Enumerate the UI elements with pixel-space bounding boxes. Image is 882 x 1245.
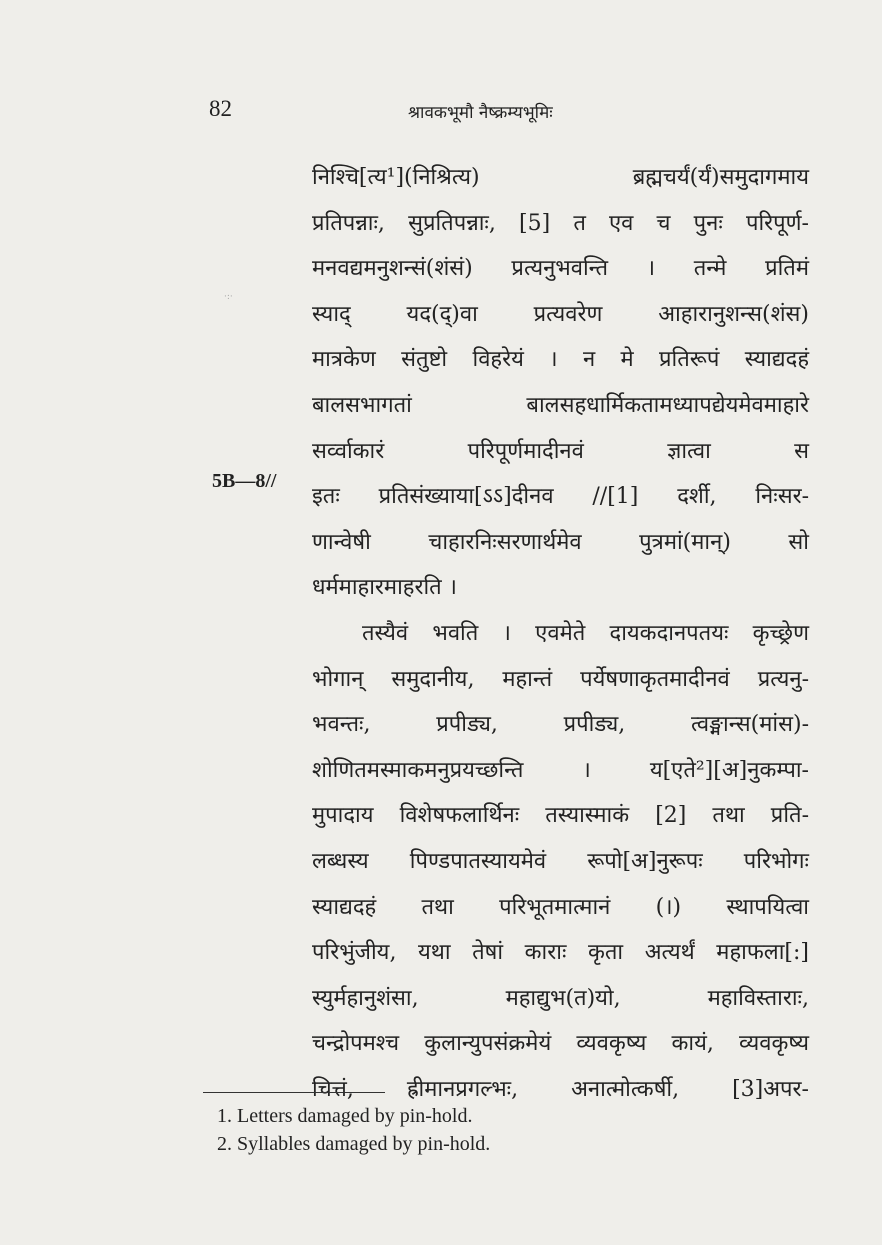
main-text: [312, 155, 809, 1112]
text-line: चित्तं, ह्रीमानप्रगल्भः, अनात्मोत्कर्षी, [3]अपर-: [312, 1076, 809, 1102]
footnote-divider: [203, 1092, 385, 1093]
text-line: णान्वेषी चाहारनिःसरणार्थमेव पुत्रमां(मान्) सो: [312, 529, 809, 555]
footnotes: [217, 1102, 490, 1158]
text-line: लब्धस्य पिण्डपातस्यायमेवं रूपो[अ]नुरूपः परिभोगः: [312, 848, 809, 874]
text-line: स्याद् यद(द्)वा प्रत्यवरेण आहारानुशन्स(शंस): [312, 301, 809, 327]
text-line: परिभुंजीय, यथा तेषां काराः कृता अत्यर्थं महाफला[:]: [312, 940, 809, 966]
text-line: स्युर्महानुशंसा, महाद्युभ(त)यो, महाविस्ताराः,: [312, 985, 809, 1011]
margin-reference: 5B—8//: [212, 470, 277, 492]
text-line: मात्रकेण संतुष्टो विहरेयं । न मे प्रतिरूपं स्याद्यदहं: [312, 347, 809, 373]
text-line: शोणितमस्माकमनुप्रयच्छन्ति । य[एते²][अ]नुकम्पा-: [312, 757, 809, 783]
text-line: तस्यैवं भवति । एवमेते दायकदानपतयः कृच्छ्रेण: [362, 620, 809, 646]
text-line: सर्व्वाकारं परिपूर्णमादीनवं ज्ञात्वा स: [312, 438, 809, 464]
running-head: श्रावकभूमौ नैष्क्रम्यभूमिः: [408, 103, 553, 123]
text-line: इतः प्रतिसंख्याया[ऽऽ]दीनव //[1] दर्शी, निःसर-: [312, 484, 809, 510]
footnote-item: 1. Letters damaged by pin-hold.: [217, 1105, 473, 1127]
text-line: मनवद्यमनुशन्सं(शंसं) प्रत्यनुभवन्ति । तन्मे प्रतिमं: [312, 256, 809, 282]
text-line: चन्द्रोपमश्च कुलान्युपसंक्रमेयं व्यवकृष्य कायं, व्यवकृष्य: [312, 1031, 809, 1057]
text-line: भवन्तः, प्रपीड्य, प्रपीड्य, त्वङ्मान्स(मांस)-: [312, 712, 809, 738]
text-line: बालसभागतां बालसहधार्मिकतामध्यापद्येयमेवमाहारे: [312, 392, 809, 418]
paper-speck: ·:·: [224, 292, 233, 302]
text-line: प्रतिपन्नाः, सुप्रतिपन्नाः, [5] त एव च पुनः परिपूर्ण-: [312, 210, 809, 236]
text-line: स्याद्यदहं तथा परिभूतमात्मानं (।) स्थापयित्वा: [312, 894, 809, 920]
text-line: मुपादाय विशेषफलार्थिनः तस्यास्माकं [2] तथा प्रति-: [312, 803, 809, 829]
text-line: धर्ममाहारमाहरति ।: [312, 575, 458, 601]
footnote-item: 2. Syllables damaged by pin-hold.: [217, 1133, 491, 1155]
text-line: निश्चि[त्य¹](निश्रित्य) ब्रह्मचर्यं(र्यं)समुदागमाय: [312, 165, 809, 190]
page-number: 82: [209, 96, 232, 121]
text-line: भोगान् समुदानीय, महान्तं पर्येषणाकृतमादीनवं प्रत्यनु-: [312, 666, 809, 692]
